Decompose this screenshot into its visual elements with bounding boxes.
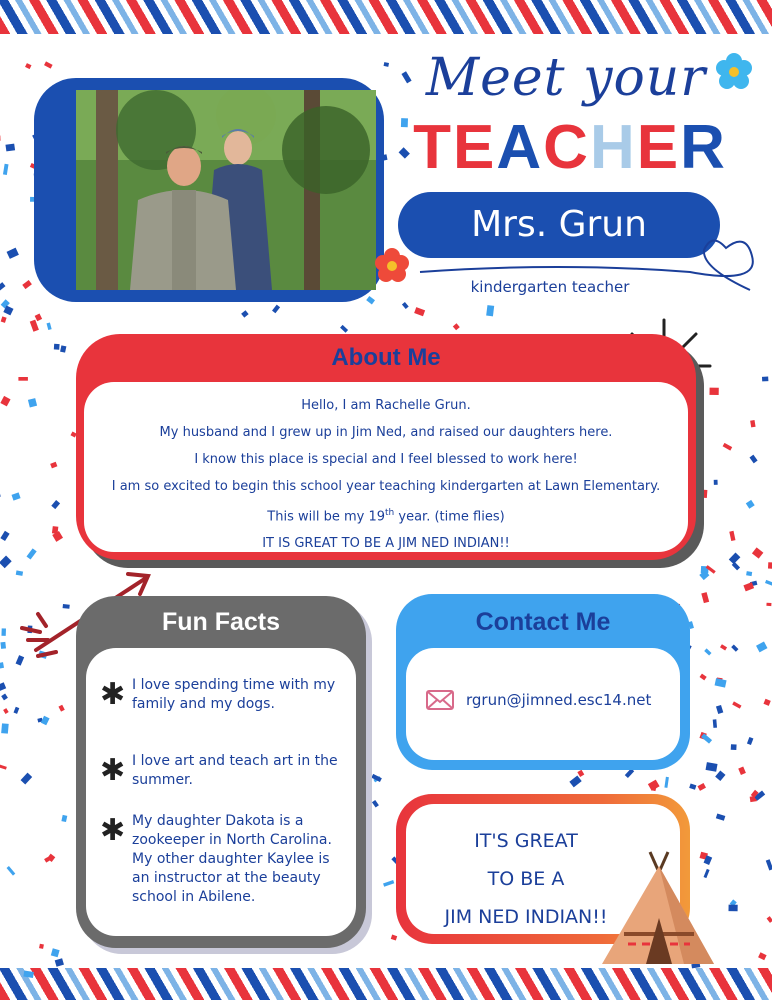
meet-your-title: Meet your [425, 48, 707, 108]
fun-fact-text: I love spending time with my family and my dogs. [132, 677, 336, 712]
confetti-piece [241, 310, 248, 317]
confetti-piece [60, 345, 66, 352]
confetti-piece [750, 420, 755, 427]
about-me-body [84, 382, 688, 552]
fun-fact-item [100, 676, 340, 714]
confetti-piece [30, 320, 39, 332]
asterisk-bullet-icon: ✱ [100, 753, 126, 788]
about-me-title: About Me [331, 344, 441, 371]
confetti-piece [749, 455, 757, 464]
confetti-piece [765, 580, 772, 587]
confetti-piece [700, 674, 707, 681]
confetti-piece [731, 645, 738, 652]
confetti-piece [763, 699, 770, 706]
about-years-text: This will be my 19 [267, 509, 386, 525]
envelope-icon [426, 690, 454, 710]
confetti-piece [12, 492, 21, 500]
confetti-piece [706, 762, 718, 772]
teepee-icon [598, 848, 716, 966]
confetti-piece [27, 625, 32, 633]
confetti-piece [22, 280, 32, 289]
teacher-letter: H [589, 113, 637, 182]
confetti-piece [453, 323, 460, 330]
confetti-piece [58, 705, 64, 712]
about-years-suffix: year. (time flies) [394, 509, 505, 525]
confetti-piece [366, 296, 375, 304]
confetti-piece [701, 490, 708, 498]
teacher-letter: T [413, 113, 454, 182]
confetti-piece [766, 859, 772, 870]
confetti-piece [414, 307, 425, 316]
asterisk-bullet-icon: ✱ [100, 677, 126, 712]
confetti-piece [767, 916, 772, 923]
confetti-piece [574, 560, 583, 568]
teacher-letter: A [496, 113, 544, 182]
about-line: Hello, I am Rachelle Grun. [301, 398, 471, 413]
email-row[interactable] [426, 690, 676, 710]
confetti-piece [752, 547, 763, 558]
about-line: My husband and I grew up in Jim Ned, and raised our daughters here. [159, 425, 613, 440]
confetti-piece [7, 248, 19, 259]
confetti-piece [0, 662, 4, 669]
confetti-piece [61, 815, 67, 822]
email-link[interactable]: rgrun@jimned.esc14.net [466, 691, 652, 709]
confetti-piece [0, 282, 6, 291]
confetti-piece [689, 784, 696, 790]
confetti-piece [14, 707, 20, 714]
photo-frame [34, 78, 384, 302]
confetti-piece [731, 744, 737, 750]
confetti-piece [709, 388, 718, 395]
confetti-piece [25, 63, 31, 69]
teacher-letter: R [680, 113, 727, 182]
confetti-piece [35, 314, 42, 322]
slogan-line: TO BE A [487, 868, 565, 890]
confetti-piece [1, 316, 7, 322]
confetti-piece [1, 694, 8, 701]
fun-facts-body [86, 648, 356, 936]
teacher-title [400, 112, 740, 183]
confetti-piece [738, 767, 746, 775]
confetti-piece [0, 765, 7, 770]
confetti-piece [41, 716, 50, 726]
family-photo [76, 90, 376, 290]
confetti-piece [762, 377, 768, 382]
confetti-piece [746, 571, 752, 576]
confetti-piece [0, 396, 10, 406]
confetti-piece [384, 62, 389, 67]
confetti-piece [713, 719, 717, 728]
confetti-piece [1, 628, 6, 636]
confetti-piece [16, 655, 25, 666]
teacher-letter: C [543, 113, 590, 182]
confetti-piece [391, 935, 397, 941]
confetti-piece [720, 644, 727, 650]
teacher-name: Mrs. Grun [398, 192, 720, 258]
fun-facts-card [76, 596, 366, 948]
contact-title: Contact Me [475, 608, 611, 636]
confetti-piece [0, 682, 6, 691]
confetti-piece [732, 701, 741, 708]
confetti-piece [0, 531, 9, 541]
confetti-piece [756, 641, 767, 652]
confetti-piece [5, 144, 15, 152]
slogan-line: JIM NED INDIAN!! [444, 906, 608, 928]
confetti-piece [697, 783, 705, 791]
confetti-piece [0, 642, 6, 649]
confetti-piece [16, 570, 23, 575]
fun-fact-item [100, 752, 340, 790]
confetti-piece [0, 490, 1, 498]
about-years-superscript: th [385, 508, 395, 518]
confetti-piece [0, 556, 12, 569]
contact-card [396, 594, 690, 770]
about-line: I am so excited to begin this school year teaching kindergarten at Lawn Elementary. [111, 479, 661, 494]
teacher-letter: E [453, 113, 497, 182]
confetti-piece [383, 880, 394, 887]
confetti-piece [577, 770, 584, 777]
confetti-piece [402, 302, 409, 309]
confetti-piece [3, 164, 9, 175]
confetti-piece [758, 952, 767, 960]
confetti-piece [3, 708, 9, 714]
confetti-piece [701, 592, 709, 603]
about-line: IT IS GREAT TO BE A JIM NED INDIAN!! [262, 536, 510, 552]
confetti-piece [54, 344, 60, 350]
confetti-piece [28, 398, 37, 407]
fun-fact-text: I love art and teach art in the summer. [132, 753, 338, 788]
confetti-piece [21, 773, 33, 785]
teacher-letter: E [636, 113, 681, 182]
confetti-piece [768, 562, 772, 569]
contact-body [406, 648, 680, 760]
confetti-piece [18, 377, 28, 381]
confetti-piece [729, 531, 735, 541]
confetti-piece [766, 603, 771, 606]
teacher-role: kindergarten teacher [470, 278, 630, 296]
confetti-piece [272, 305, 280, 314]
confetti-piece [51, 500, 60, 509]
confetti-piece [723, 443, 733, 451]
confetti-piece [38, 651, 48, 659]
fun-fact-item [100, 812, 340, 907]
about-me-card [76, 334, 696, 560]
fun-facts-title: Fun Facts [161, 608, 281, 636]
confetti-piece [372, 800, 379, 808]
confetti-piece [714, 480, 718, 485]
confetti-piece [728, 905, 737, 912]
slogan-line: IT'S GREAT [474, 830, 578, 852]
confetti-piece [664, 777, 668, 788]
confetti-piece [486, 305, 494, 316]
confetti-piece [23, 971, 34, 979]
confetti-piece [7, 866, 16, 876]
confetti-piece [1, 723, 9, 733]
confetti-piece [569, 776, 581, 788]
about-line [84, 500, 688, 530]
about-line: I know this place is special and I feel blessed to work here! [194, 452, 578, 467]
confetti-piece [51, 948, 60, 957]
confetti-piece [47, 323, 52, 330]
confetti-piece [55, 958, 64, 967]
confetti-piece [746, 500, 755, 509]
confetti-piece [704, 648, 711, 655]
confetti-piece [39, 944, 44, 949]
confetti-piece [716, 814, 725, 821]
confetti-piece [715, 678, 727, 687]
asterisk-bullet-icon: ✱ [100, 813, 126, 848]
confetti-piece [715, 771, 725, 781]
confetti-piece [340, 325, 348, 333]
confetti-piece [50, 462, 57, 469]
confetti-piece [747, 737, 753, 745]
fun-fact-text: My daughter Dakota is a zookeeper in North Carolina. My other daughter Kaylee is an instructor at the beauty school in Abilene. [132, 813, 332, 905]
confetti-piece [716, 705, 723, 714]
confetti-piece [26, 548, 36, 559]
confetti-piece [63, 604, 70, 609]
confetti-piece [44, 61, 53, 68]
